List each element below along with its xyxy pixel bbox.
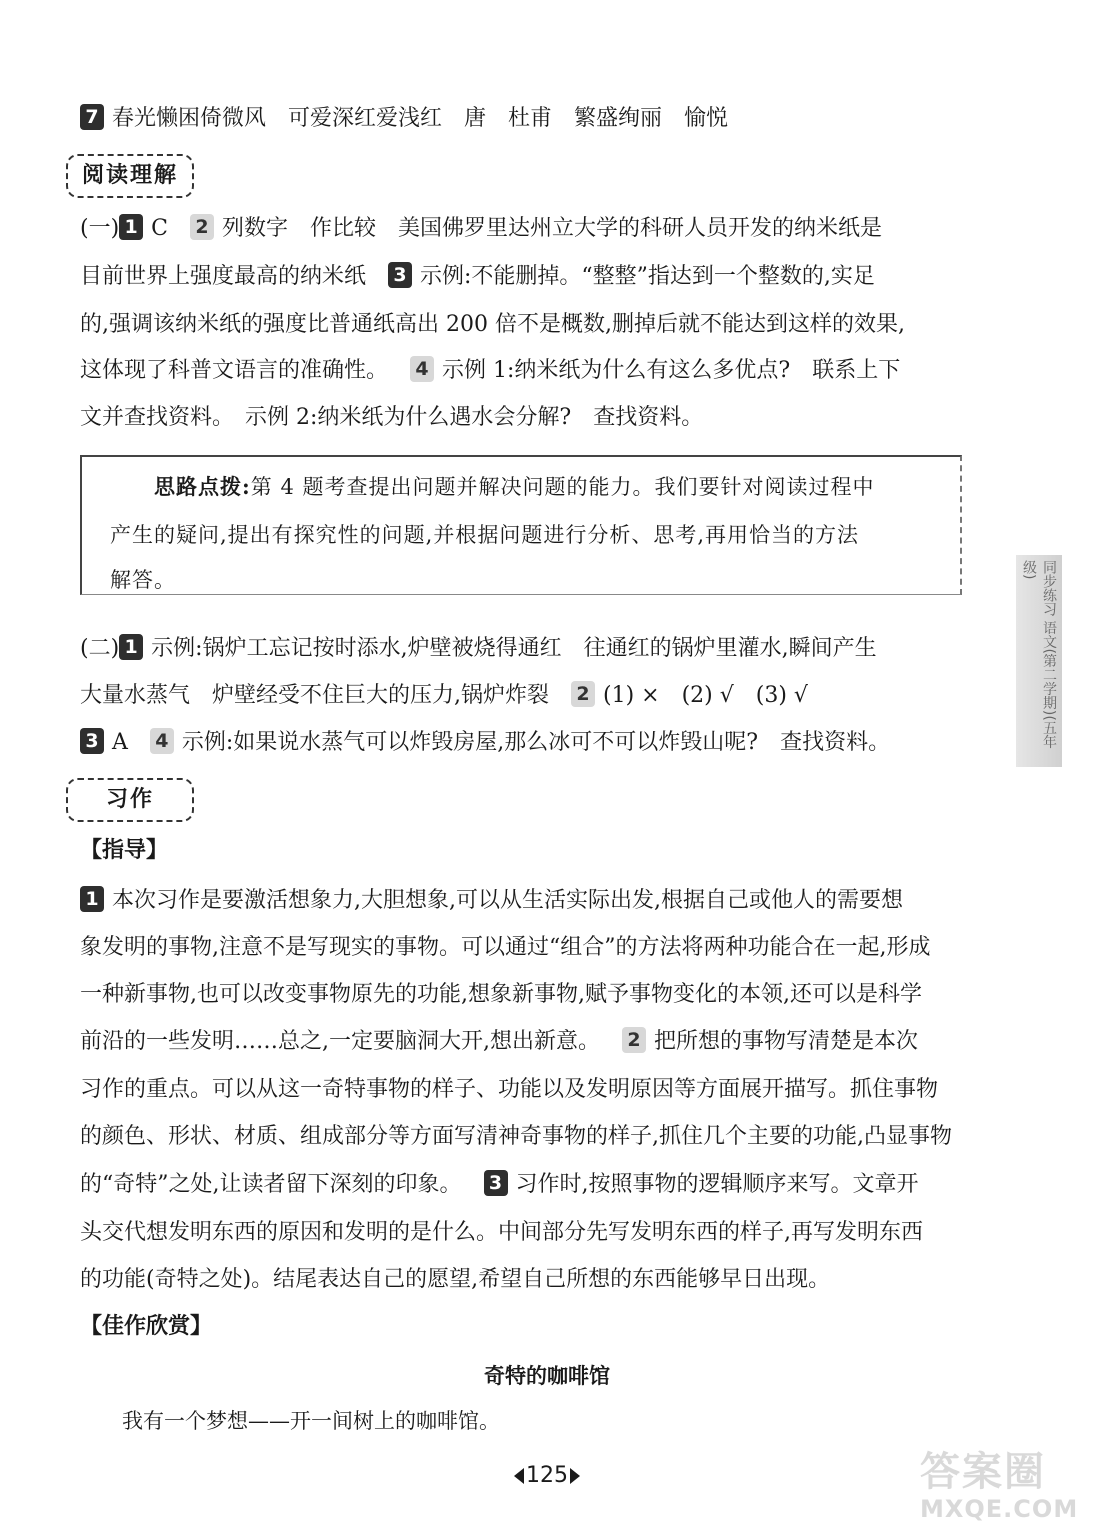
guide-text4a: 前沿的一些发明……总之,一定要脑洞大开,想出新意。 xyxy=(80,1029,600,1054)
guide-text1: 本次习作是要激活想象力,大胆想象,可以从生活实际出发,根据自己或他人的需要想 xyxy=(112,888,903,913)
reading-part1-line1 xyxy=(80,214,964,244)
part1-q1-badge: 1 xyxy=(119,214,143,240)
guide-line8: 头交代想发明东西的原因和发明的是什么。中间部分先写发明东西的样子,再写发明东西 xyxy=(80,1220,923,1245)
part1-q3-badge: 3 xyxy=(388,262,412,288)
guide-label: 【指导】 xyxy=(80,838,169,863)
q7-badge: 7 xyxy=(80,104,104,130)
q7-text: 春光懒困倚微风 可爱深红爱浅红 唐 杜甫 繁盛绚丽 愉悦 xyxy=(112,106,729,131)
guide-line7 xyxy=(80,1170,964,1200)
part1-q2-answer: 列数字 作比较 美国佛罗里达州立大学的科研人员开发的纳米纸是 xyxy=(222,216,883,241)
reading-part1-line5: 文并查找资料。 示例 2:纳米纸为什么遇水会分解? 查找资料。 xyxy=(80,405,704,430)
guide-line2: 象发明的事物,注意不是写现实的事物。可以通过“组合”的方法将两种功能合在一起,形成 xyxy=(80,935,931,960)
reading-part1-line4 xyxy=(80,356,964,386)
guide-text7b: 习作时,按照事物的逻辑顺序来写。文章开 xyxy=(515,1172,919,1197)
reading-part1-line3: 的,强调该纳米纸的强度比普通纸高出 200 倍不是概数,删掉后就不能达到这样的效果, xyxy=(80,312,905,337)
part1-line4-text: 这体现了科普文语言的准确性。 xyxy=(80,358,389,383)
part2-q4-badge: 4 xyxy=(150,728,174,754)
part1-prefix: (一) xyxy=(80,216,120,241)
hint-line2: 产生的疑问,提出有探究性的问题,并根据问题进行分析、思考,再用恰当的方法 xyxy=(110,523,860,547)
part1-q1-answer: C xyxy=(151,216,169,241)
guide-line9: 的功能(奇特之处)。结尾表达自己的愿望,希望自己所想的东西能够早日出现。 xyxy=(80,1267,831,1292)
part2-q2-badge: 2 xyxy=(571,681,595,707)
guide-line1 xyxy=(80,886,964,916)
reading-part2-line1 xyxy=(80,634,964,664)
reading-part2-line2 xyxy=(80,681,964,711)
guide-q3-badge: 3 xyxy=(484,1170,508,1196)
hint-text1: 第 4 题考查提出问题并解决问题的能力。我们要针对阅读过程中 xyxy=(250,475,875,499)
triangle-right-icon xyxy=(570,1468,580,1484)
part1-line2-text: 目前世界上强度最高的纳米纸 xyxy=(80,264,367,289)
essay-line1: 我有一个梦想——开一间树上的咖啡馆。 xyxy=(122,1409,500,1433)
hint-line1 xyxy=(110,472,944,502)
part2-q1-answer: 示例:锅炉工忘记按时添水,炉壁被烧得通红 往通红的锅炉里灌水,瞬间产生 xyxy=(151,636,877,661)
part2-q2-answer: (1) × (2) √ (3) √ xyxy=(603,683,808,708)
guide-line5: 习作的重点。可以从这一奇特事物的样子、功能以及发明原因等方面展开描写。抓住事物 xyxy=(80,1077,939,1102)
page-number-text: 125 xyxy=(526,1463,568,1488)
watermark-top: 答案圈 xyxy=(920,1449,1046,1495)
watermark-logo xyxy=(920,1440,1090,1530)
part1-q4-badge: 4 xyxy=(410,356,434,382)
q7-line xyxy=(80,104,964,134)
essay-title: 奇特的咖啡馆 xyxy=(484,1364,610,1388)
guide-text7a: 的“奇特”之处,让读者留下深刻的印象。 xyxy=(80,1172,462,1197)
part1-q3-answer: 示例:不能删掉。“整整”指达到一个整数的,实足 xyxy=(420,264,875,289)
guide-q2-badge: 2 xyxy=(622,1027,646,1053)
part1-q4-answer: 示例 1:纳米纸为什么有这么多优点? 联系上下 xyxy=(442,358,901,383)
part2-q1-badge: 1 xyxy=(119,634,143,660)
triangle-left-icon xyxy=(514,1468,524,1484)
part2-prefix: (二) xyxy=(80,636,120,661)
guide-text4b: 把所想的事物写清楚是本次 xyxy=(654,1029,919,1054)
reading-part2-line3 xyxy=(80,728,964,758)
excellent-label: 【佳作欣赏】 xyxy=(80,1314,213,1339)
part1-q2-badge: 2 xyxy=(190,214,214,240)
part2-q3-badge: 3 xyxy=(80,728,104,754)
writing-section-title: 习作 xyxy=(66,778,194,822)
side-tab-text: 同步练习 语文(第二学期)(五年级) xyxy=(1021,560,1057,749)
guide-line6: 的颜色、形状、材质、组成部分等方面写清神奇事物的样子,抓住几个主要的功能,凸显事物 xyxy=(80,1124,952,1149)
hint-line3: 解答。 xyxy=(110,568,176,592)
reading-part1-line2 xyxy=(80,262,964,292)
part2-line2-text: 大量水蒸气 炉壁经受不住巨大的压力,锅炉炸裂 xyxy=(80,683,549,708)
part2-q4-answer: 示例:如果说水蒸气可以炸毁房屋,那么冰可不可以炸毁山呢? 查找资料。 xyxy=(181,730,891,755)
part2-q3-answer: A xyxy=(112,730,128,755)
watermark-bottom: MXQE.COM xyxy=(920,1495,1079,1523)
guide-line3: 一种新事物,也可以改变事物原先的功能,想象新事物,赋予事物变化的本领,还可以是科学 xyxy=(80,982,922,1007)
guide-line4 xyxy=(80,1027,964,1057)
reading-section-title: 阅读理解 xyxy=(66,154,194,198)
hint-label: 思路点拨: xyxy=(154,474,251,499)
guide-q1-badge: 1 xyxy=(80,886,104,912)
